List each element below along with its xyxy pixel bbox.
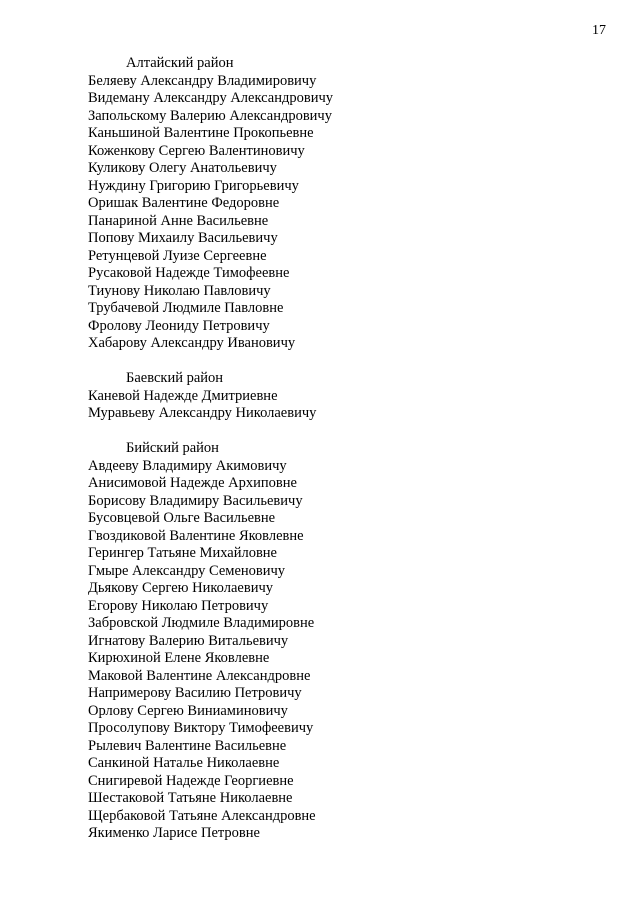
list-item: Дьякову Сергею Николаевичу: [88, 580, 273, 596]
list-item: Рылевич Валентине Васильевне: [88, 737, 287, 754]
list-item: Видеману Александру Александровичу: [88, 90, 333, 106]
list-item: Муравьеву Александру Николаевичу: [88, 405, 317, 421]
list-item: Игнатову Валерию Витальевичу: [88, 632, 289, 649]
list-item: Кирюхиной Елене Яковлевне: [88, 650, 270, 666]
list-item: Маковой Валентине Александровне: [88, 667, 311, 684]
list-item: Оришак Валентине Федоровне: [88, 195, 280, 211]
list-item: Снигиревой Надежде Георгиевне: [88, 772, 294, 789]
document-body: [88, 55, 608, 843]
list-item: Егорову Николаю Петровичу: [88, 597, 269, 614]
list-item: Каневой Надежде Дмитриевне: [88, 387, 278, 404]
list-item: Якименко Ларисе Петровне: [88, 825, 260, 841]
list-item: Борисову Владимиру Васильевичу: [88, 492, 303, 509]
list-item: Анисимовой Надежде Архиповне: [88, 475, 297, 491]
district-section-altai: [88, 55, 608, 353]
list-item: Шестаковой Татьяне Николаевне: [88, 790, 293, 806]
name-list: [88, 73, 608, 353]
list-item: Попову Михаилу Васильевичу: [88, 230, 278, 246]
list-item: Авдееву Владимиру Акимовичу: [88, 457, 287, 474]
list-item: Куликову Олегу Анатольевичу: [88, 160, 277, 176]
list-item: Запольскому Валерию Александровичу: [88, 107, 332, 124]
list-item: Беляеву Александру Владимировичу: [88, 72, 317, 89]
list-item: Гмыре Александру Семеновичу: [88, 562, 286, 579]
list-item: Нуждину Григорию Григорьевичу: [88, 177, 299, 194]
list-item: Герингер Татьяне Михайловне: [88, 545, 277, 561]
list-item: Просолупову Виктору Тимофеевичу: [88, 720, 314, 736]
list-item: Напримерову Василию Петровичу: [88, 685, 302, 701]
list-item: Хабарову Александру Ивановичу: [88, 335, 296, 351]
list-item: Ретунцевой Луизе Сергеевне: [88, 247, 267, 264]
list-item: Каньшиной Валентине Прокопьевне: [88, 125, 314, 141]
list-item: Санкиной Наталье Николаевне: [88, 755, 280, 771]
district-section-baevsky: [88, 370, 608, 423]
list-item: Трубачевой Людмиле Павловне: [88, 300, 284, 316]
district-section-biysk: [88, 440, 608, 843]
list-item: Щербаковой Татьяне Александровне: [88, 807, 316, 824]
list-item: Бусовцевой Ольге Васильевне: [88, 510, 276, 526]
page-number: 17: [592, 23, 606, 38]
district-heading: Баевский район: [126, 370, 224, 386]
list-item: Тиунову Николаю Павловичу: [88, 282, 271, 299]
name-list: [88, 388, 608, 423]
district-heading: Бийский район: [126, 440, 219, 456]
list-item: Фролову Леониду Петровичу: [88, 317, 270, 334]
list-item: Панариной Анне Васильевне: [88, 212, 269, 229]
list-item: Орлову Сергею Виниаминовичу: [88, 702, 288, 719]
list-item: Забровской Людмиле Владимировне: [88, 615, 315, 631]
list-item: Русаковой Надежде Тимофеевне: [88, 265, 290, 281]
list-item: Гвоздиковой Валентине Яковлевне: [88, 527, 304, 544]
list-item: Коженкову Сергею Валентиновичу: [88, 142, 305, 159]
name-list: [88, 458, 608, 843]
district-heading: Алтайский район: [126, 55, 234, 71]
